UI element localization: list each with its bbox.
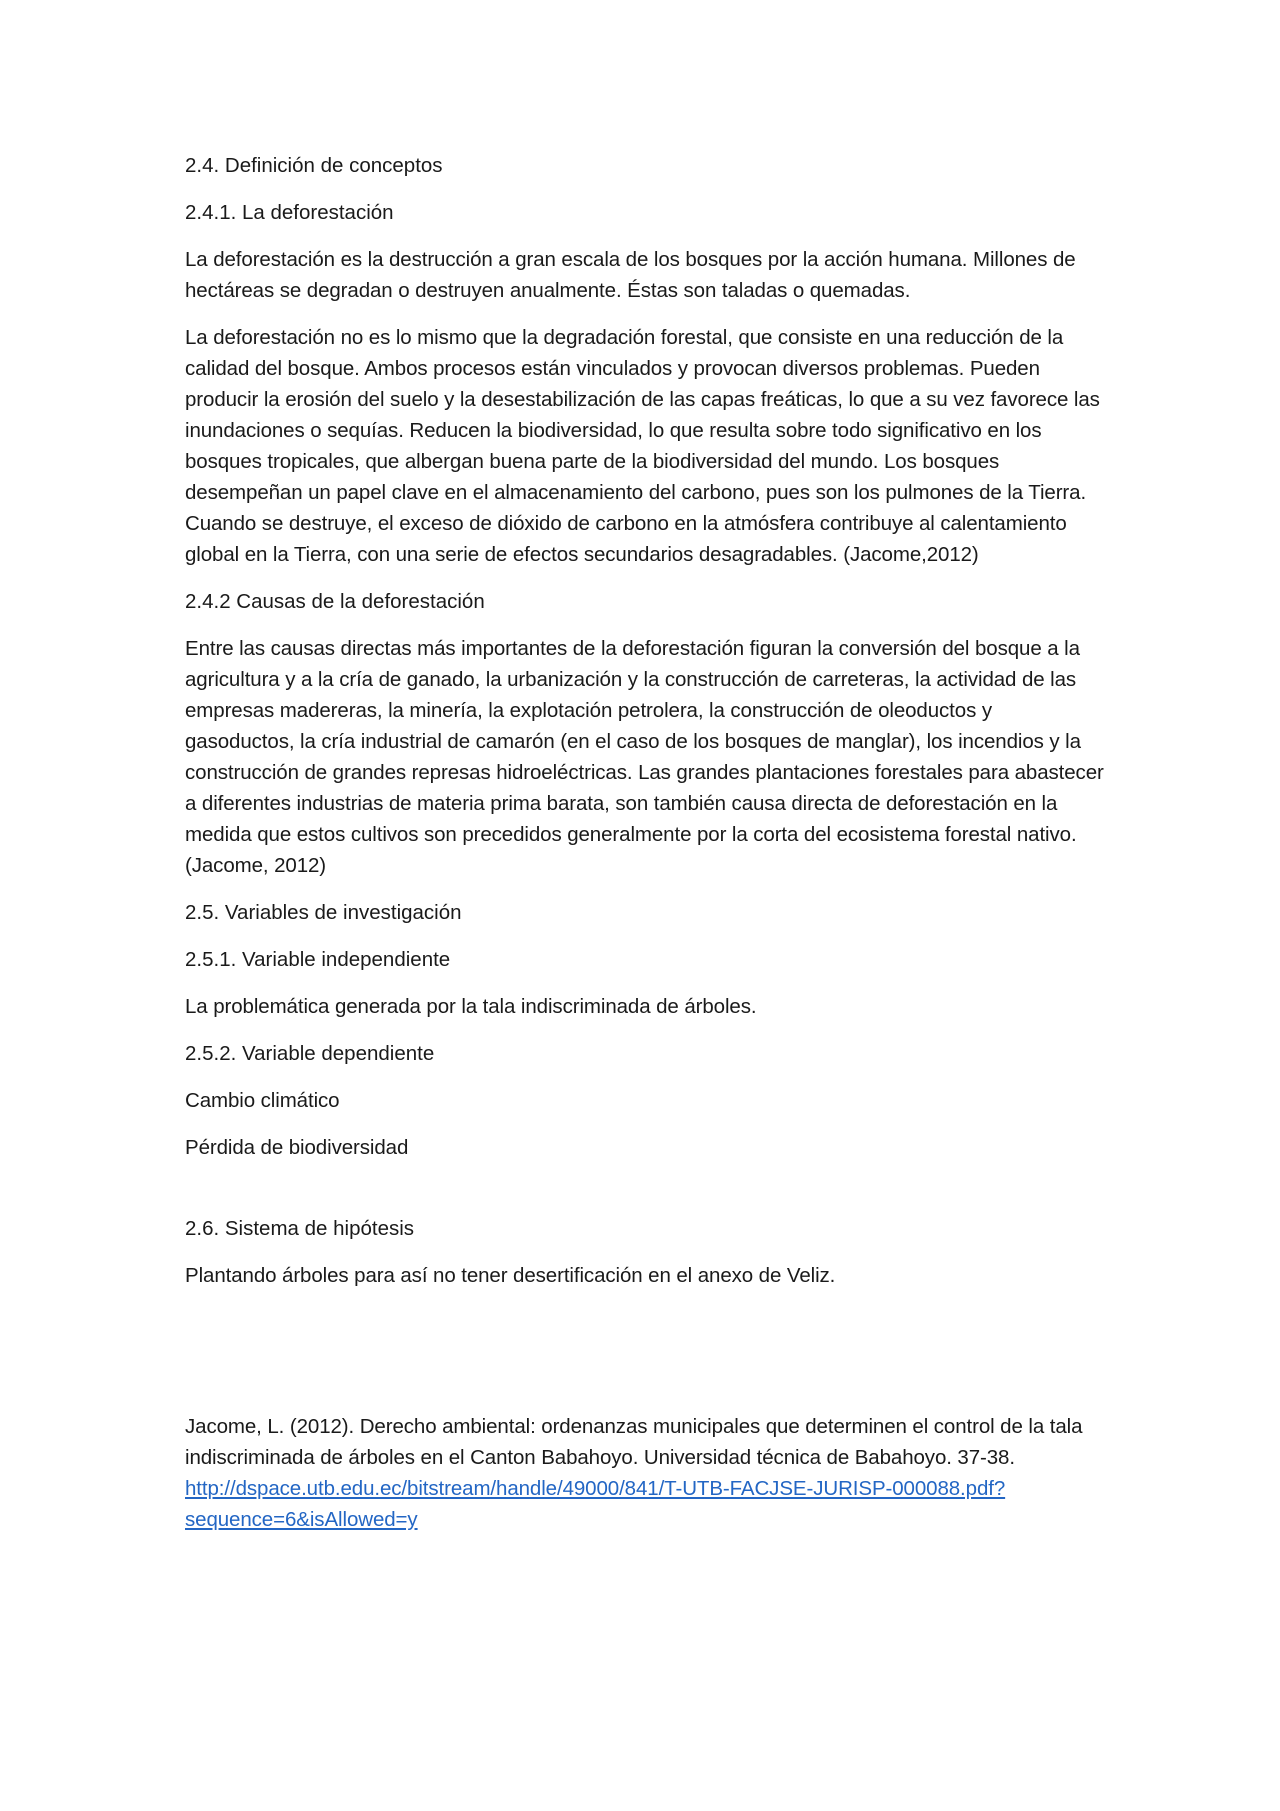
heading-2-5-1: 2.5.1. Variable independiente — [185, 948, 451, 971]
paragraph-deforestation-vs-degradation: La deforestación no es lo mismo que la degradación forestal, que consiste en una reducción de la calidad del bosque. Ambos procesos están vinculados y provocan diversos problemas. Pueden producir la erosión del suelo y la desestabilización de las capas freáticas, lo que a su vez favorece las inundaciones o sequías. Reducen la biodiversidad, lo que resulta sobre todo significativo en los bosques tropicales, que albergan buena parte de la biodiversidad del mundo. Los bosques desempeñan un papel clave en el almacenamiento del carbono, pues son los pulmones de la Tierra. Cuando se destruye, el exceso de dióxido de carbono en la atmósfera contribuye al calentamiento global en la Tierra, con una serie de efectos secundarios desagradables. (Jacome,2012) — [185, 326, 1100, 566]
heading-2-5: 2.5. Variables de investigación — [185, 901, 462, 924]
dependent-variable-item-2: Pérdida de biodiversidad — [185, 1136, 409, 1159]
hypothesis-text: Plantando árboles para así no tener desertificación en el anexo de Veliz. — [185, 1264, 836, 1287]
dependent-variable-item-1: Cambio climático — [185, 1089, 340, 1112]
reference-link[interactable]: http://dspace.utb.edu.ec/bitstream/handle/49000/841/T-UTB-FACJSE-JURISP-000088.pdf?sequence=6&isAllowed=y — [185, 1477, 1006, 1531]
heading-2-4-2: 2.4.2 Causas de la deforestación — [185, 590, 485, 613]
paragraph-deforestation-causes: Entre las causas directas más importantes de la deforestación figuran la conversión del bosque a la agricultura y a la cría de ganado, la urbanización y la construcción de carreteras, la actividad de las empresas madereras, la minería, la explotación petrolera, la construcción de oleoductos y gasoductos, la cría industrial de camarón (en el caso de los bosques de manglar), los incendios y la construcción de grandes represas hidroeléctricas. Las grandes plantaciones forestales para abastecer a diferentes industrias de materia prima barata, son también causa directa de deforestación en la medida que estos cultivos son precedidos generalmente por la corta del ecosistema forestal nativo. (Jacome, 2012) — [185, 637, 1104, 877]
heading-2-6: 2.6. Sistema de hipótesis — [185, 1217, 415, 1240]
heading-2-4: 2.4. Definición de conceptos — [185, 154, 443, 177]
reference-text: Jacome, L. (2012). Derecho ambiental: ordenanzas municipales que determinen el control de la tala indiscriminada de árboles en el Canton Babahoyo. Universidad técnica de Babahoyo. 37-38. — [185, 1415, 1083, 1469]
spacer — [185, 1307, 1105, 1411]
reference-entry — [185, 1411, 1105, 1535]
spacer — [185, 1179, 1105, 1213]
paragraph-deforestation-definition: La deforestación es la destrucción a gran escala de los bosques por la acción humana. Millones de hectáreas se degradan o destruyen anualmente. Éstas son taladas o quemadas. — [185, 248, 1076, 302]
heading-2-4-1: 2.4.1. La deforestación — [185, 201, 394, 224]
heading-2-5-2: 2.5.2. Variable dependiente — [185, 1042, 435, 1065]
document-page — [185, 150, 1105, 1551]
independent-variable-text: La problemática generada por la tala indiscriminada de árboles. — [185, 995, 757, 1018]
